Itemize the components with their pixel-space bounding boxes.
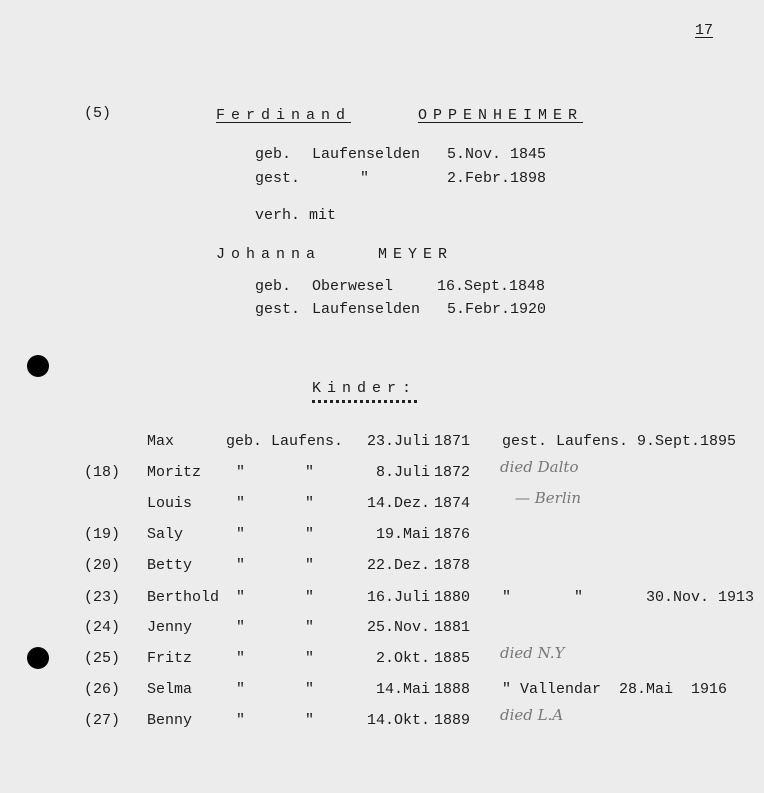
ditto-mark: " bbox=[236, 464, 246, 481]
child-name: Saly bbox=[147, 526, 184, 543]
ditto-mark: " bbox=[236, 712, 246, 729]
ditto-mark: " bbox=[305, 557, 315, 574]
person-first-name: Ferdinand bbox=[216, 107, 352, 124]
child-death: " " 30.Nov. 1913 bbox=[502, 589, 755, 606]
child-number: (20) bbox=[84, 557, 121, 574]
child-name: Moritz bbox=[147, 464, 202, 481]
child-born-place: geb. Laufens. bbox=[226, 433, 344, 450]
child-born-date: 25.Nov. bbox=[366, 619, 430, 636]
ditto-mark: " bbox=[236, 619, 246, 636]
entry-number: (5) bbox=[84, 105, 112, 122]
child-born-date: 14.Okt. bbox=[366, 712, 430, 729]
child-name: Fritz bbox=[147, 650, 193, 667]
child-number: (25) bbox=[84, 650, 121, 667]
ditto-mark: " bbox=[236, 681, 246, 698]
child-born-year: 1871 bbox=[434, 433, 471, 450]
child-born-date: 23.Juli bbox=[366, 433, 430, 450]
handwritten-note: died Dalto bbox=[500, 458, 579, 476]
child-born-year: 1878 bbox=[434, 557, 471, 574]
child-number: (23) bbox=[84, 589, 121, 606]
person-born-place: Laufenselden bbox=[312, 146, 421, 163]
child-born-year: 1889 bbox=[434, 712, 471, 729]
person-died-place: " bbox=[360, 170, 370, 187]
ditto-mark: " bbox=[305, 650, 315, 667]
person-died-label: gest. bbox=[255, 170, 301, 187]
child-born-date: 22.Dez. bbox=[366, 557, 430, 574]
spouse-died-date: 5.Febr.1920 bbox=[447, 301, 547, 318]
child-born-date: 16.Juli bbox=[366, 589, 430, 606]
child-name: Betty bbox=[147, 557, 193, 574]
child-name: Max bbox=[147, 433, 175, 450]
child-name: Selma bbox=[147, 681, 193, 698]
child-death: " Vallendar 28.Mai 1916 bbox=[502, 681, 728, 698]
child-death: gest. Laufens. 9.Sept.1895 bbox=[502, 433, 737, 450]
child-born-year: 1880 bbox=[434, 589, 471, 606]
person-died-date: 2.Febr.1898 bbox=[447, 170, 547, 187]
child-born-year: 1876 bbox=[434, 526, 471, 543]
child-name: Louis bbox=[147, 495, 193, 512]
punch-hole bbox=[27, 355, 49, 377]
married-label: verh. mit bbox=[255, 207, 337, 224]
spouse-died-place: Laufenselden bbox=[312, 301, 421, 318]
spouse-last-name: MEYER bbox=[378, 246, 454, 263]
child-born-date: 14.Mai bbox=[375, 681, 430, 698]
handwritten-note: — Berlin bbox=[515, 489, 582, 507]
ditto-mark: " bbox=[305, 464, 315, 481]
child-born-date: 8.Juli bbox=[375, 464, 430, 481]
handwritten-note: died L.A bbox=[500, 706, 564, 724]
handwritten-note: died N.Y bbox=[500, 644, 565, 662]
ditto-mark: " bbox=[305, 712, 315, 729]
ditto-mark: " bbox=[236, 589, 246, 606]
person-last-name: OPPENHEIMER bbox=[418, 107, 584, 124]
child-born-year: 1872 bbox=[434, 464, 471, 481]
child-born-date: 2.Okt. bbox=[375, 650, 430, 667]
ditto-mark: " bbox=[305, 495, 315, 512]
ditto-mark: " bbox=[236, 495, 246, 512]
spouse-died-label: gest. bbox=[255, 301, 301, 318]
person-born-label: geb. bbox=[255, 146, 292, 163]
child-born-date: 14.Dez. bbox=[366, 495, 430, 512]
child-number: (24) bbox=[84, 619, 121, 636]
ditto-mark: " bbox=[236, 526, 246, 543]
children-heading: Kinder: bbox=[312, 380, 417, 403]
ditto-mark: " bbox=[305, 526, 315, 543]
spouse-first-name: Johanna bbox=[216, 246, 322, 263]
punch-hole bbox=[27, 647, 49, 669]
ditto-mark: " bbox=[305, 681, 315, 698]
child-born-date: 19.Mai bbox=[375, 526, 430, 543]
child-name: Berthold bbox=[147, 589, 220, 606]
ditto-mark: " bbox=[305, 619, 315, 636]
child-born-year: 1874 bbox=[434, 495, 471, 512]
child-number: (27) bbox=[84, 712, 121, 729]
ditto-mark: " bbox=[236, 650, 246, 667]
child-number: (26) bbox=[84, 681, 121, 698]
ditto-mark: " bbox=[236, 557, 246, 574]
child-born-year: 1885 bbox=[434, 650, 471, 667]
spouse-born-place: Oberwesel bbox=[312, 278, 394, 295]
child-name: Jenny bbox=[147, 619, 193, 636]
child-number: (18) bbox=[84, 464, 121, 481]
child-born-year: 1888 bbox=[434, 681, 471, 698]
child-born-year: 1881 bbox=[434, 619, 471, 636]
child-number: (19) bbox=[84, 526, 121, 543]
ditto-mark: " bbox=[305, 589, 315, 606]
person-born-date: 5.Nov. 1845 bbox=[447, 146, 547, 163]
spouse-born-date: 16.Sept.1848 bbox=[437, 278, 546, 295]
spouse-born-label: geb. bbox=[255, 278, 292, 295]
page-number: 17 bbox=[695, 22, 714, 39]
child-name: Benny bbox=[147, 712, 193, 729]
